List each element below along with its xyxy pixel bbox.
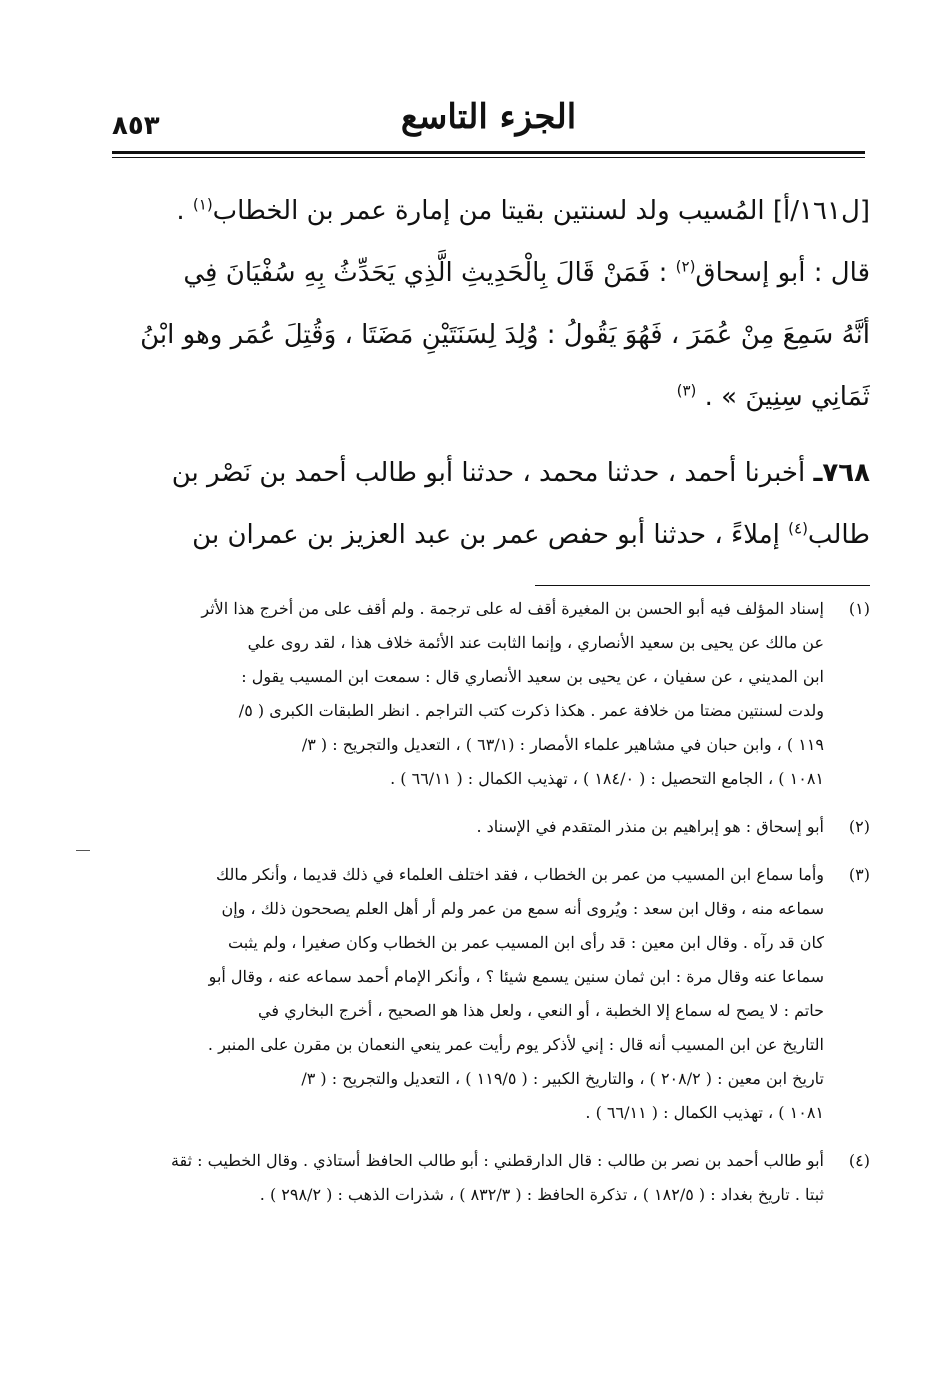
entry-line-2 <box>98 504 870 566</box>
footnote-line: سماعه منه ، وقال ابن سعد : ويُروى أنه سمع من عمر ولم أر أهل العلم يصححون ذلك ، وإن <box>221 899 824 918</box>
text-line-2 <box>98 242 870 304</box>
entry-line-2-rest: إملاءً ، حدثنا أبو حفص عمر بن عبد العزيز بن عمران بن <box>192 520 789 550</box>
footnote-line: تاريخ ابن معين : ( ٢٠٨/٢ ) ، والتاريخ الكبير : ( ١١٩/٥ ) ، التعديل والتجريح : ( ٣/ <box>301 1069 824 1088</box>
page-header <box>112 92 865 150</box>
footnote-number: (٢) <box>848 817 870 836</box>
footnote-line: ١٠٨١ ) ، الجامع التحصيل : ( ١٨٤/٠ ) ، تهذيب الكمال : ( ٦٦/١١ ) . <box>390 769 824 788</box>
footnote-line: أبو طالب أحمد بن نصر بن طالب : قال الدارقطني : أبو طالب الحافظ أستاذي . وقال الخطيب : ثقة <box>170 1151 824 1170</box>
footnote-number: (٣) <box>848 865 870 884</box>
footnote-line: سماعا عنه وقال مرة : ابن ثمان سنين يسمع شيئا ؟ ، وأنكر الإمام أحمد سماعه عنه ، وقال أبو <box>208 967 824 986</box>
text-line-1-end: . <box>176 196 193 226</box>
text-line-1 <box>98 180 870 242</box>
footnote-ref-3: (٣) <box>676 381 697 400</box>
header-rule <box>112 151 865 154</box>
footnote-separator <box>535 585 870 586</box>
footnote-line: أبو إسحاق : هو إبراهيم بن منذر المتقدم في الإسناد . <box>476 817 824 836</box>
text-line-2-start: قال : أبو إسحاق <box>695 258 870 288</box>
running-title: الجزء التاسع <box>400 97 577 137</box>
text-line-4-body: ثَمَانِي سِنِينَ » . <box>704 382 870 412</box>
footnote-line: ثبتا . تاريخ بغداد : ( ١٨٢/٥ ) ، تذكرة الحافظ : ( ٨٣٢/٣ ) ، شذرات الذهب : ( ٢٩٨/٢ ) . <box>259 1185 824 1204</box>
entry-line-1 <box>98 442 870 504</box>
header-rule-thin <box>112 157 865 158</box>
footnote-line: ١٠٨١ ) ، تهذيب الكمال : ( ٦٦/١١ ) . <box>585 1103 824 1122</box>
footnote-line: التاريخ عن ابن المسيب أنه قال : إني لأذكر يوم رأيت عمر ينعي النعمان بن مقرن على المنبر . <box>207 1035 824 1054</box>
entry-line-2-start: طالب <box>807 520 870 550</box>
footnote-ref-4: (٤) <box>788 519 808 538</box>
footnote-2 <box>112 810 870 844</box>
footnote-3 <box>112 858 870 1130</box>
footnote-line: ابن المديني ، عن سفيان ، عن يحيى بن سعيد الأنصاري قال : سمعت ابن المسيب يقول : <box>241 667 824 686</box>
footnote-1 <box>112 592 870 796</box>
text-line-2-rest: : فَمَنْ قَالَ بِالْحَدِيثِ الَّذِي يَحَدِّثُ بِهِ سُفْيَانَ فِي <box>183 258 676 288</box>
footnote-line: عن مالك عن يحيى بن سعيد الأنصاري ، وإنما الثابت عند الأئمة خلاف هذا ، لقد روى علي <box>247 633 824 652</box>
footnote-number: (١) <box>848 599 870 618</box>
text-line-3: أنَّهُ سَمِعَ مِنْ عُمَرَ ، فَهُوَ يَقُولُ : وُلِدَ لِسَنَتَيْنِ مَضَتَا ، وَقُتِلَ عُمَر وهو ابْنُ <box>140 320 870 350</box>
footnote-line: وأما سماع ابن المسيب من عمر بن الخطاب ، فقد اختلف العلماء في ذلك قديما ، وأنكر مالك <box>216 865 824 884</box>
footnote-line: حاتم : لا يصح له سماع إلا الخطبة ، أو النعي ، ولعل هذا هو الصحيح ، أخرج البخاري في <box>258 1001 824 1020</box>
footnote-line: ١١٩ ) ، وابن حبان في مشاهير علماء الأمصار : (٦٣/١ ) ، التعديل والتجريح : ( ٣/ <box>301 735 824 754</box>
entry-line-1-body: أخبرنا أحمد ، حدثنا محمد ، حدثنا أبو طالب أحمد بن نَصْر بن <box>171 458 814 488</box>
footnote-number: (٤) <box>848 1151 870 1170</box>
text-line-4 <box>98 366 870 428</box>
footnote-line: كان قد رآه . وقال ابن معين : قد رأى ابن المسيب عمر بن الخطاب وكان صغيرا ، ولم يثبت <box>228 933 824 952</box>
footnote-4 <box>112 1144 870 1212</box>
footnotes <box>112 592 870 1226</box>
margin-mark <box>76 850 90 851</box>
main-text <box>98 180 870 566</box>
footnote-ref-2: (٢) <box>675 257 696 276</box>
footnote-ref-1: (١) <box>192 195 213 214</box>
footnote-line: إسناد المؤلف فيه أبو الحسن بن المغيرة أقف له على ترجمة . ولم أقف على من أخرج هذا الأثر <box>201 599 824 618</box>
page-number: ٨٥٣ <box>112 111 160 141</box>
entry-number: ٧٦٨ـ <box>813 458 870 488</box>
footnote-line: ولدت لسنتين مضتا من خلافة عمر . هكذا ذكرت كتب التراجم . انظر الطبقات الكبرى ( ٥/ <box>238 701 824 720</box>
text-line-1-body: [ل١٦١/أ] المُسيب ولد لسنتين بقيتا من إمارة عمر بن الخطاب <box>212 196 870 226</box>
